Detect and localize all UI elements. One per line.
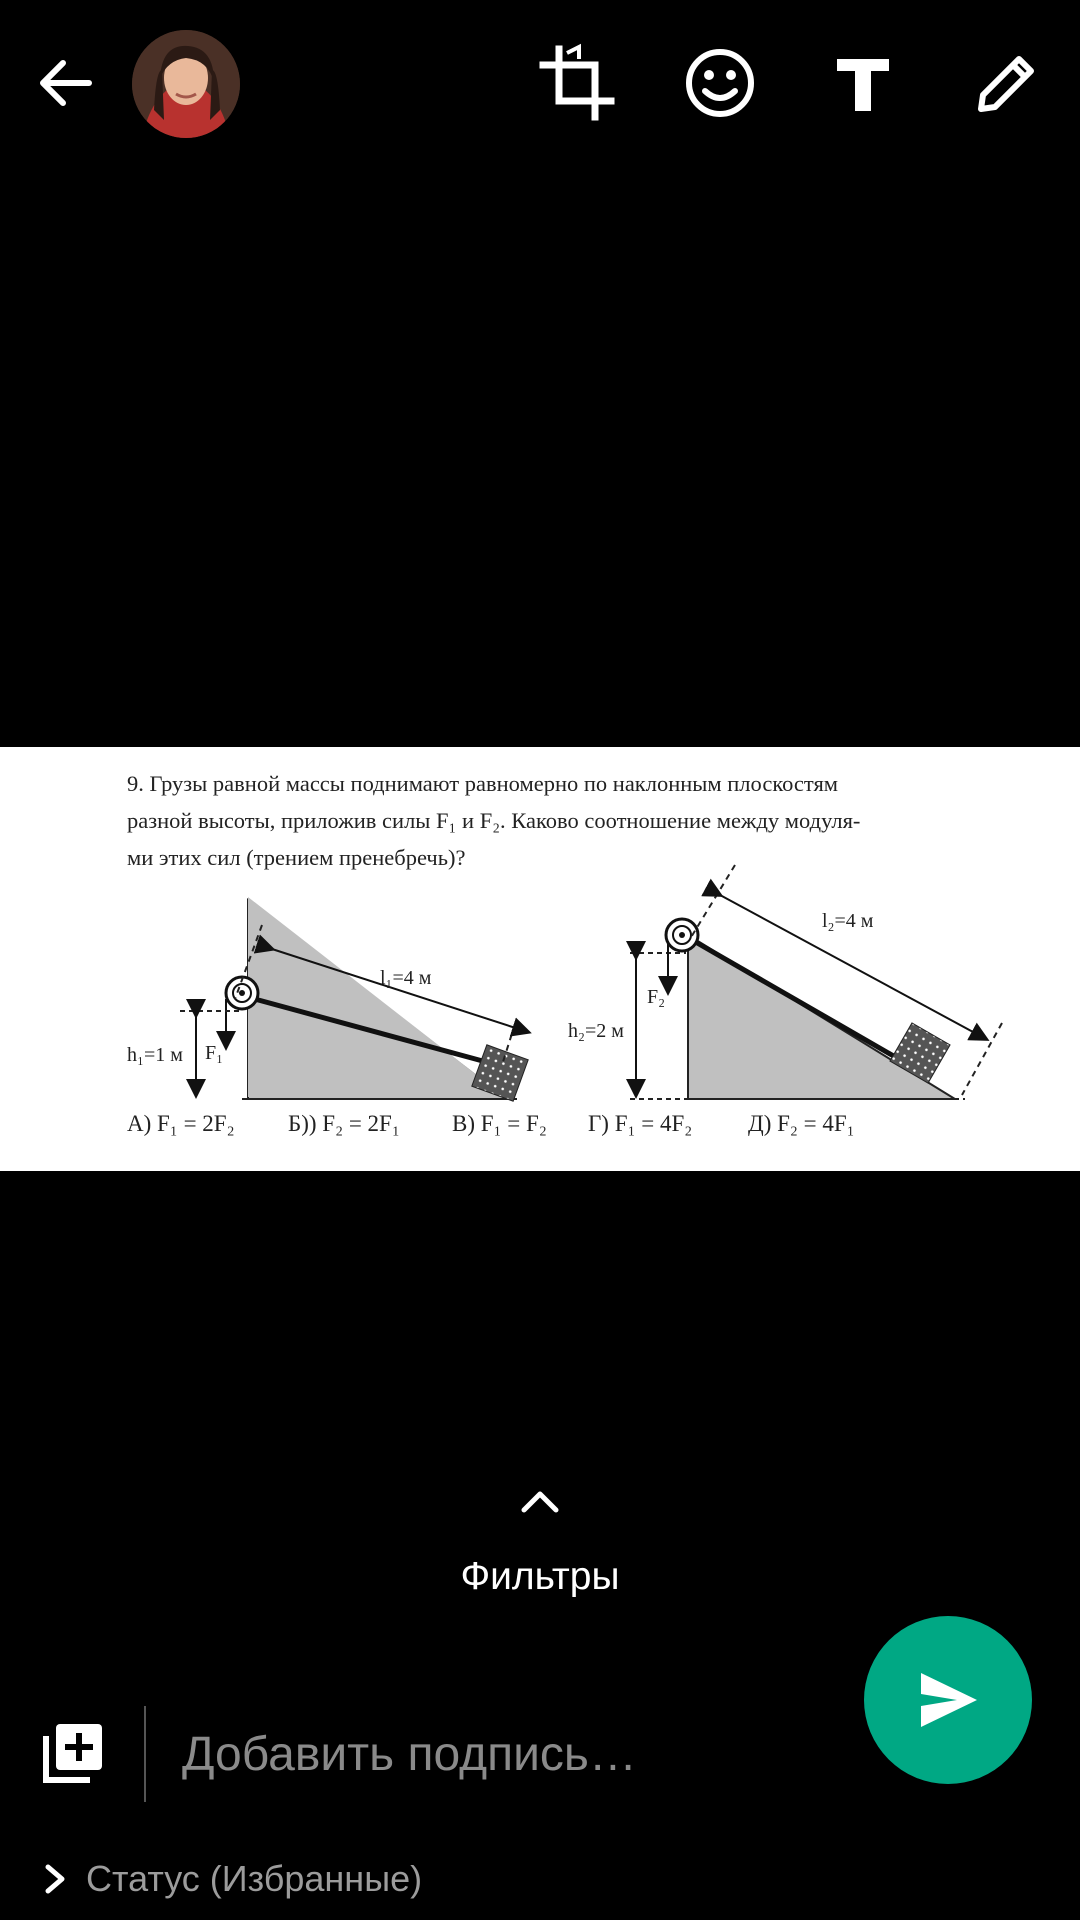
crop-rotate-icon: [537, 43, 617, 123]
back-button[interactable]: [20, 38, 110, 128]
answer-options: [127, 1111, 855, 1136]
arrow-back-icon: [33, 51, 97, 115]
add-media-button[interactable]: [40, 1720, 106, 1786]
crop-button[interactable]: [532, 38, 622, 128]
figure-1: [127, 897, 528, 1101]
avatar-image: [132, 30, 240, 138]
force-label-2: F₂: [647, 986, 666, 1008]
top-bar: [0, 0, 1080, 170]
problem-line: ми этих сил (трением пренебречь)?: [127, 845, 466, 870]
answer-b: Б)) F₂ = 2F₁: [288, 1111, 400, 1136]
height-label-2: h₂=2 м: [568, 1020, 624, 1042]
caption-input[interactable]: Добавить подпись…: [182, 1728, 637, 1781]
answer-v: В) F₁ = F₂: [452, 1111, 547, 1136]
draw-button[interactable]: [962, 38, 1052, 128]
filters-label[interactable]: Фильтры: [460, 1555, 620, 1598]
chevron-up-icon[interactable]: [510, 1480, 570, 1520]
emoji-icon: [684, 47, 756, 119]
problem-line: разной высоты, приложив силы F₁ и F₂. Каково соотношение между модуля-: [127, 808, 861, 833]
chevron-right-icon: [40, 1859, 70, 1899]
text-icon: [831, 51, 895, 115]
text-button[interactable]: [818, 38, 908, 128]
length-label-1: l₁=4 м: [380, 967, 432, 989]
problem-line: 9. Грузы равной массы поднимают равномерно по наклонным плоскостям: [127, 771, 839, 796]
status-audience[interactable]: [40, 1854, 422, 1904]
avatar[interactable]: [132, 30, 240, 138]
length-label-2: l₂=4 м: [822, 910, 874, 932]
figure-2: [568, 865, 1002, 1099]
height-label-1: h₁=1 м: [127, 1044, 183, 1066]
answer-d: Д) F₂ = 4F₁: [748, 1111, 855, 1136]
emoji-button[interactable]: [675, 38, 765, 128]
send-button[interactable]: [864, 1616, 1032, 1784]
answer-g: Г) F₁ = 4F₂: [588, 1111, 693, 1136]
status-label: Статус (Избранные): [86, 1858, 423, 1899]
answer-a: А) F₁ = 2F₂: [127, 1111, 235, 1136]
add-photo-icon: [40, 1720, 106, 1786]
send-icon: [913, 1665, 983, 1735]
force-label-1: F₁: [205, 1042, 224, 1064]
photo-preview[interactable]: [0, 747, 1080, 1171]
inclined-planes-figure: [0, 747, 1080, 1171]
pencil-icon: [971, 47, 1043, 119]
divider: [144, 1706, 146, 1802]
